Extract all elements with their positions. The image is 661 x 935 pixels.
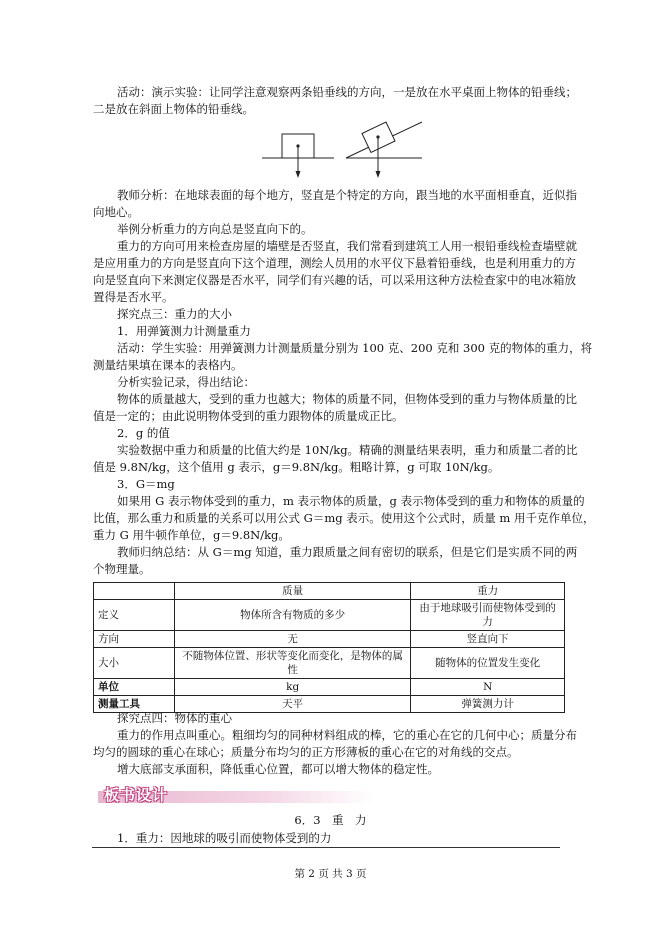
paragraph: 重力 G 用牛顿作单位，g＝9.8N/kg。 bbox=[93, 528, 290, 542]
paragraph: 1．重力：因地球的吸引而使物体受到的力 bbox=[117, 831, 332, 845]
board-design-banner bbox=[98, 784, 374, 806]
table-header-cell bbox=[94, 583, 175, 600]
table-row-label: 测量工具 bbox=[94, 696, 175, 713]
table-row bbox=[94, 696, 565, 713]
paragraph: 增大底部支承面积，降低重心位置，都可以增大物体的稳定性。 bbox=[117, 762, 439, 776]
section-title: 6．3 重 力 bbox=[294, 813, 367, 827]
table-row bbox=[94, 679, 565, 696]
table-row-label: 定义 bbox=[94, 600, 175, 631]
divider bbox=[92, 847, 560, 848]
table-row bbox=[94, 648, 565, 679]
table-row-label: 方向 bbox=[94, 631, 175, 648]
table-header-cell: 重力 bbox=[411, 583, 565, 600]
paragraph: 教师分析：在地球表面的每个地方，竖直是个特定的方向，跟当地的水平面相垂直，近似指 bbox=[117, 188, 577, 202]
plumb-line-diagram bbox=[258, 112, 428, 182]
page-footer: 第 2 页 共 3 页 bbox=[294, 868, 367, 880]
table-cell: 竖直向下 bbox=[411, 631, 565, 648]
paragraph: 值是一定的；由此说明物体受到的重力跟物体的质量成正比。 bbox=[93, 409, 404, 423]
table-cell: N bbox=[411, 679, 565, 696]
table-cell: 弹簧测力计 bbox=[411, 696, 565, 713]
table-header-row bbox=[94, 583, 565, 600]
paragraph: 均匀的圆球的重心在球心；质量分布均匀的正方形薄板的重心在它的对角线的交点。 bbox=[93, 745, 519, 759]
subheading: 1．用弹簧测力计测量重力 bbox=[117, 324, 251, 338]
paragraph: 分析实验记录，得出结论： bbox=[117, 375, 255, 389]
section-heading: 探究点三：重力的大小 bbox=[117, 307, 232, 321]
table-cell: kg bbox=[175, 679, 411, 696]
table-cell: 无 bbox=[175, 631, 411, 648]
table-row-label: 大小 bbox=[94, 648, 175, 679]
paragraph: 活动：学生实验：用弹簧测力计测量质量分别为 100 克、200 克和 300 克的物体的重力，将 bbox=[117, 341, 593, 355]
paragraph: 教师归纳总结：从 G＝mg 知道，重力跟质量之间有密切的联系，但是它们是实质不同的两 bbox=[117, 545, 578, 559]
paragraph: 二是放在斜面上物体的铅垂线。 bbox=[93, 102, 254, 116]
section-heading: 探究点四：物体的重心 bbox=[117, 711, 232, 725]
banner-label: 板书设计 bbox=[104, 786, 169, 804]
paragraph: 重力的方向可用来检查房屋的墙壁是否竖直，我们常看到建筑工人用一根铅垂线检查墙壁就 bbox=[117, 239, 577, 253]
table-row-label: 单位 bbox=[94, 679, 175, 696]
paragraph: 举例分析重力的方向总是竖直向下的。 bbox=[117, 222, 313, 236]
paragraph: 活动：演示实验：让同学注意观察两条铅垂线的方向，一是放在水平桌面上物体的铅垂线； bbox=[117, 85, 577, 99]
paragraph: 实验数据中重力和质量的比值大约是 10N/kg。精确的测量结果表明，重力和质量二者的比 bbox=[117, 443, 578, 457]
paragraph: 是应用重力的方向是竖直向下这个道理，测绘人员用的水平仪下悬着铅垂线，也是利用重力的方 bbox=[93, 256, 576, 270]
arrow-left bbox=[296, 171, 301, 178]
comparison-table bbox=[93, 582, 565, 713]
arrow-right bbox=[376, 171, 381, 178]
table-header-cell: 质量 bbox=[175, 583, 411, 600]
table-cell: 天平 bbox=[175, 696, 411, 713]
paragraph: 比值，那么重力和质量的关系可以用公式 G＝mg 表示。使用这个公式时，质量 m 用千克作单位， bbox=[93, 511, 595, 525]
subheading: 3．G＝mg bbox=[117, 477, 175, 491]
paragraph: 重力的作用点叫重心。粗细均匀的同种材料组成的棒，它的重心在它的几何中心；质量分布 bbox=[117, 728, 577, 742]
subheading: 2．g 的值 bbox=[117, 426, 170, 440]
table-cell: 物体所含有物质的多少 bbox=[175, 600, 411, 631]
table-row bbox=[94, 631, 565, 648]
paragraph: 向地心。 bbox=[93, 205, 139, 219]
paragraph: 测量结果填在课本的表格内。 bbox=[93, 358, 243, 372]
paragraph: 值是 9.8N/kg，这个值用 g 表示，g＝9.8N/kg。粗略计算，g 可取 10N/kg。 bbox=[93, 460, 500, 474]
table-cell: 不随物体位置、形状等变化而变化，是物体的属性 bbox=[175, 648, 411, 679]
paragraph: 如果用 G 表示物体受到的重力，m 表示物体的质量，g 表示物体受到的重力和物体的质量的 bbox=[117, 494, 585, 508]
paragraph: 向是竖直向下来测定仪器是否水平，同学们有兴趣的话，可以采用这种方法检查家中的电冰箱放 bbox=[93, 273, 576, 287]
paragraph: 物体的质量越大，受到的重力也越大；物体的质量不同，但物体受到的重力与物体质量的比 bbox=[117, 392, 577, 406]
paragraph: 置得是否水平。 bbox=[93, 290, 174, 304]
table-row bbox=[94, 600, 565, 631]
table-cell: 由于地球吸引而使物体受到的力 bbox=[411, 600, 565, 631]
paragraph: 个物理量。 bbox=[93, 562, 151, 576]
table-cell: 随物体的位置发生变化 bbox=[411, 648, 565, 679]
